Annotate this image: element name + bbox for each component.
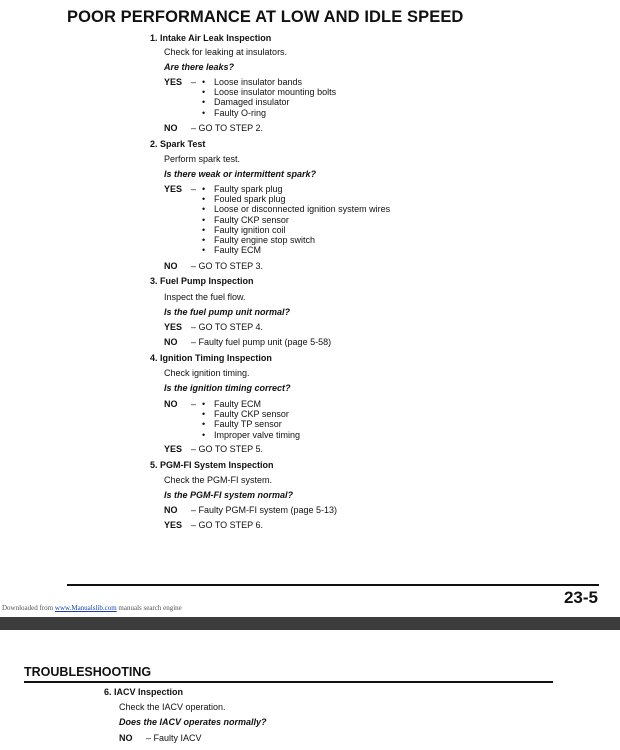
step-3-question: Is the fuel pump unit normal? [164,307,290,317]
section-title-rule [24,681,553,683]
step-2-yes-label: YES [164,184,183,194]
step-4-yes-label: YES [164,444,183,454]
step-5-yes-label: YES [164,520,183,530]
page-separator-bar [0,617,620,630]
step-3-instruction: Inspect the fuel flow. [164,292,246,302]
list-item: • Faulty ECM [202,399,300,409]
step-2-yes-dash: – [191,184,197,194]
step-1-no-text: – GO TO STEP 2. [191,123,264,133]
list-item: • Loose insulator mounting bolts [202,87,336,97]
list-item: • Improper valve timing [202,430,300,440]
step-5-no-text: – Faulty PGM-FI system (page 5-13) [191,505,338,515]
list-item: • Faulty CKP sensor [202,215,390,225]
step-6-instruction: Check the IACV operation. [119,702,226,712]
step-4-instruction: Check ignition timing. [164,368,250,378]
page-bottom-rule [67,584,599,586]
step-6-question: Does the IACV operates normally? [119,717,267,727]
step-4-no-label: NO [164,399,178,409]
list-item: • Fouled spark plug [202,194,390,204]
step-6-no-label: NO [119,733,133,743]
step-3-no-text: – Faulty fuel pump unit (page 5-58) [191,337,332,347]
step-6-no-text: – Faulty IACV [146,733,202,743]
step-1-yes-causes [202,77,336,118]
step-1-heading: 1. Intake Air Leak Inspection [150,33,272,43]
step-1-instruction: Check for leaking at insulators. [164,47,288,57]
list-item: • Faulty ignition coil [202,225,390,235]
footer-prefix: Downloaded from [2,604,55,612]
step-5-question: Is the PGM-FI system normal? [164,490,294,500]
step-1-question: Are there leaks? [164,62,235,72]
list-item: • Faulty engine stop switch [202,235,390,245]
step-3-yes-label: YES [164,322,183,332]
step-4-no-dash: – [191,399,197,409]
step-4-heading: 4. Ignition Timing Inspection [150,353,272,363]
step-4-question: Is the ignition timing correct? [164,383,291,393]
list-item: • Faulty ECM [202,245,390,255]
list-item: • Loose insulator bands [202,77,336,87]
step-3-yes-text: – GO TO STEP 4. [191,322,264,332]
step-2-instruction: Perform spark test. [164,154,241,164]
step-4-yes-text: – GO TO STEP 5. [191,444,264,454]
footer-suffix: manuals search engine [116,604,182,612]
download-footer [2,604,182,612]
list-item: • Damaged insulator [202,97,336,107]
section-title: TROUBLESHOOTING [24,665,152,679]
step-5-instruction: Check the PGM-FI system. [164,475,273,485]
list-item: • Faulty spark plug [202,184,390,194]
step-2-heading: 2. Spark Test [150,139,206,149]
step-2-no-text: – GO TO STEP 3. [191,261,264,271]
step-1-no-label: NO [164,123,178,133]
manualslib-link[interactable]: www.Manualslib.com [54,604,117,612]
page-title: POOR PERFORMANCE AT LOW AND IDLE SPEED [67,8,464,26]
step-4-no-causes [202,399,300,440]
page-number: 23-5 [563,588,598,607]
step-5-no-label: NO [164,505,178,515]
list-item: • Faulty O-ring [202,108,336,118]
list-item: • Loose or disconnected ignition system wires [202,204,390,214]
step-3-heading: 3. Fuel Pump Inspection [150,276,254,286]
step-1-yes-label: YES [164,77,183,87]
list-item: • Faulty CKP sensor [202,409,300,419]
step-6-heading: 6. IACV Inspection [104,687,184,697]
step-2-no-label: NO [164,261,178,271]
step-5-heading: 5. PGM-FI System Inspection [150,460,274,470]
step-1-yes-dash: – [191,77,197,87]
step-2-yes-causes [202,184,390,255]
step-2-question: Is there weak or intermittent spark? [164,169,317,179]
step-3-no-label: NO [164,337,178,347]
list-item: • Faulty TP sensor [202,419,300,429]
step-5-yes-text: – GO TO STEP 6. [191,520,264,530]
